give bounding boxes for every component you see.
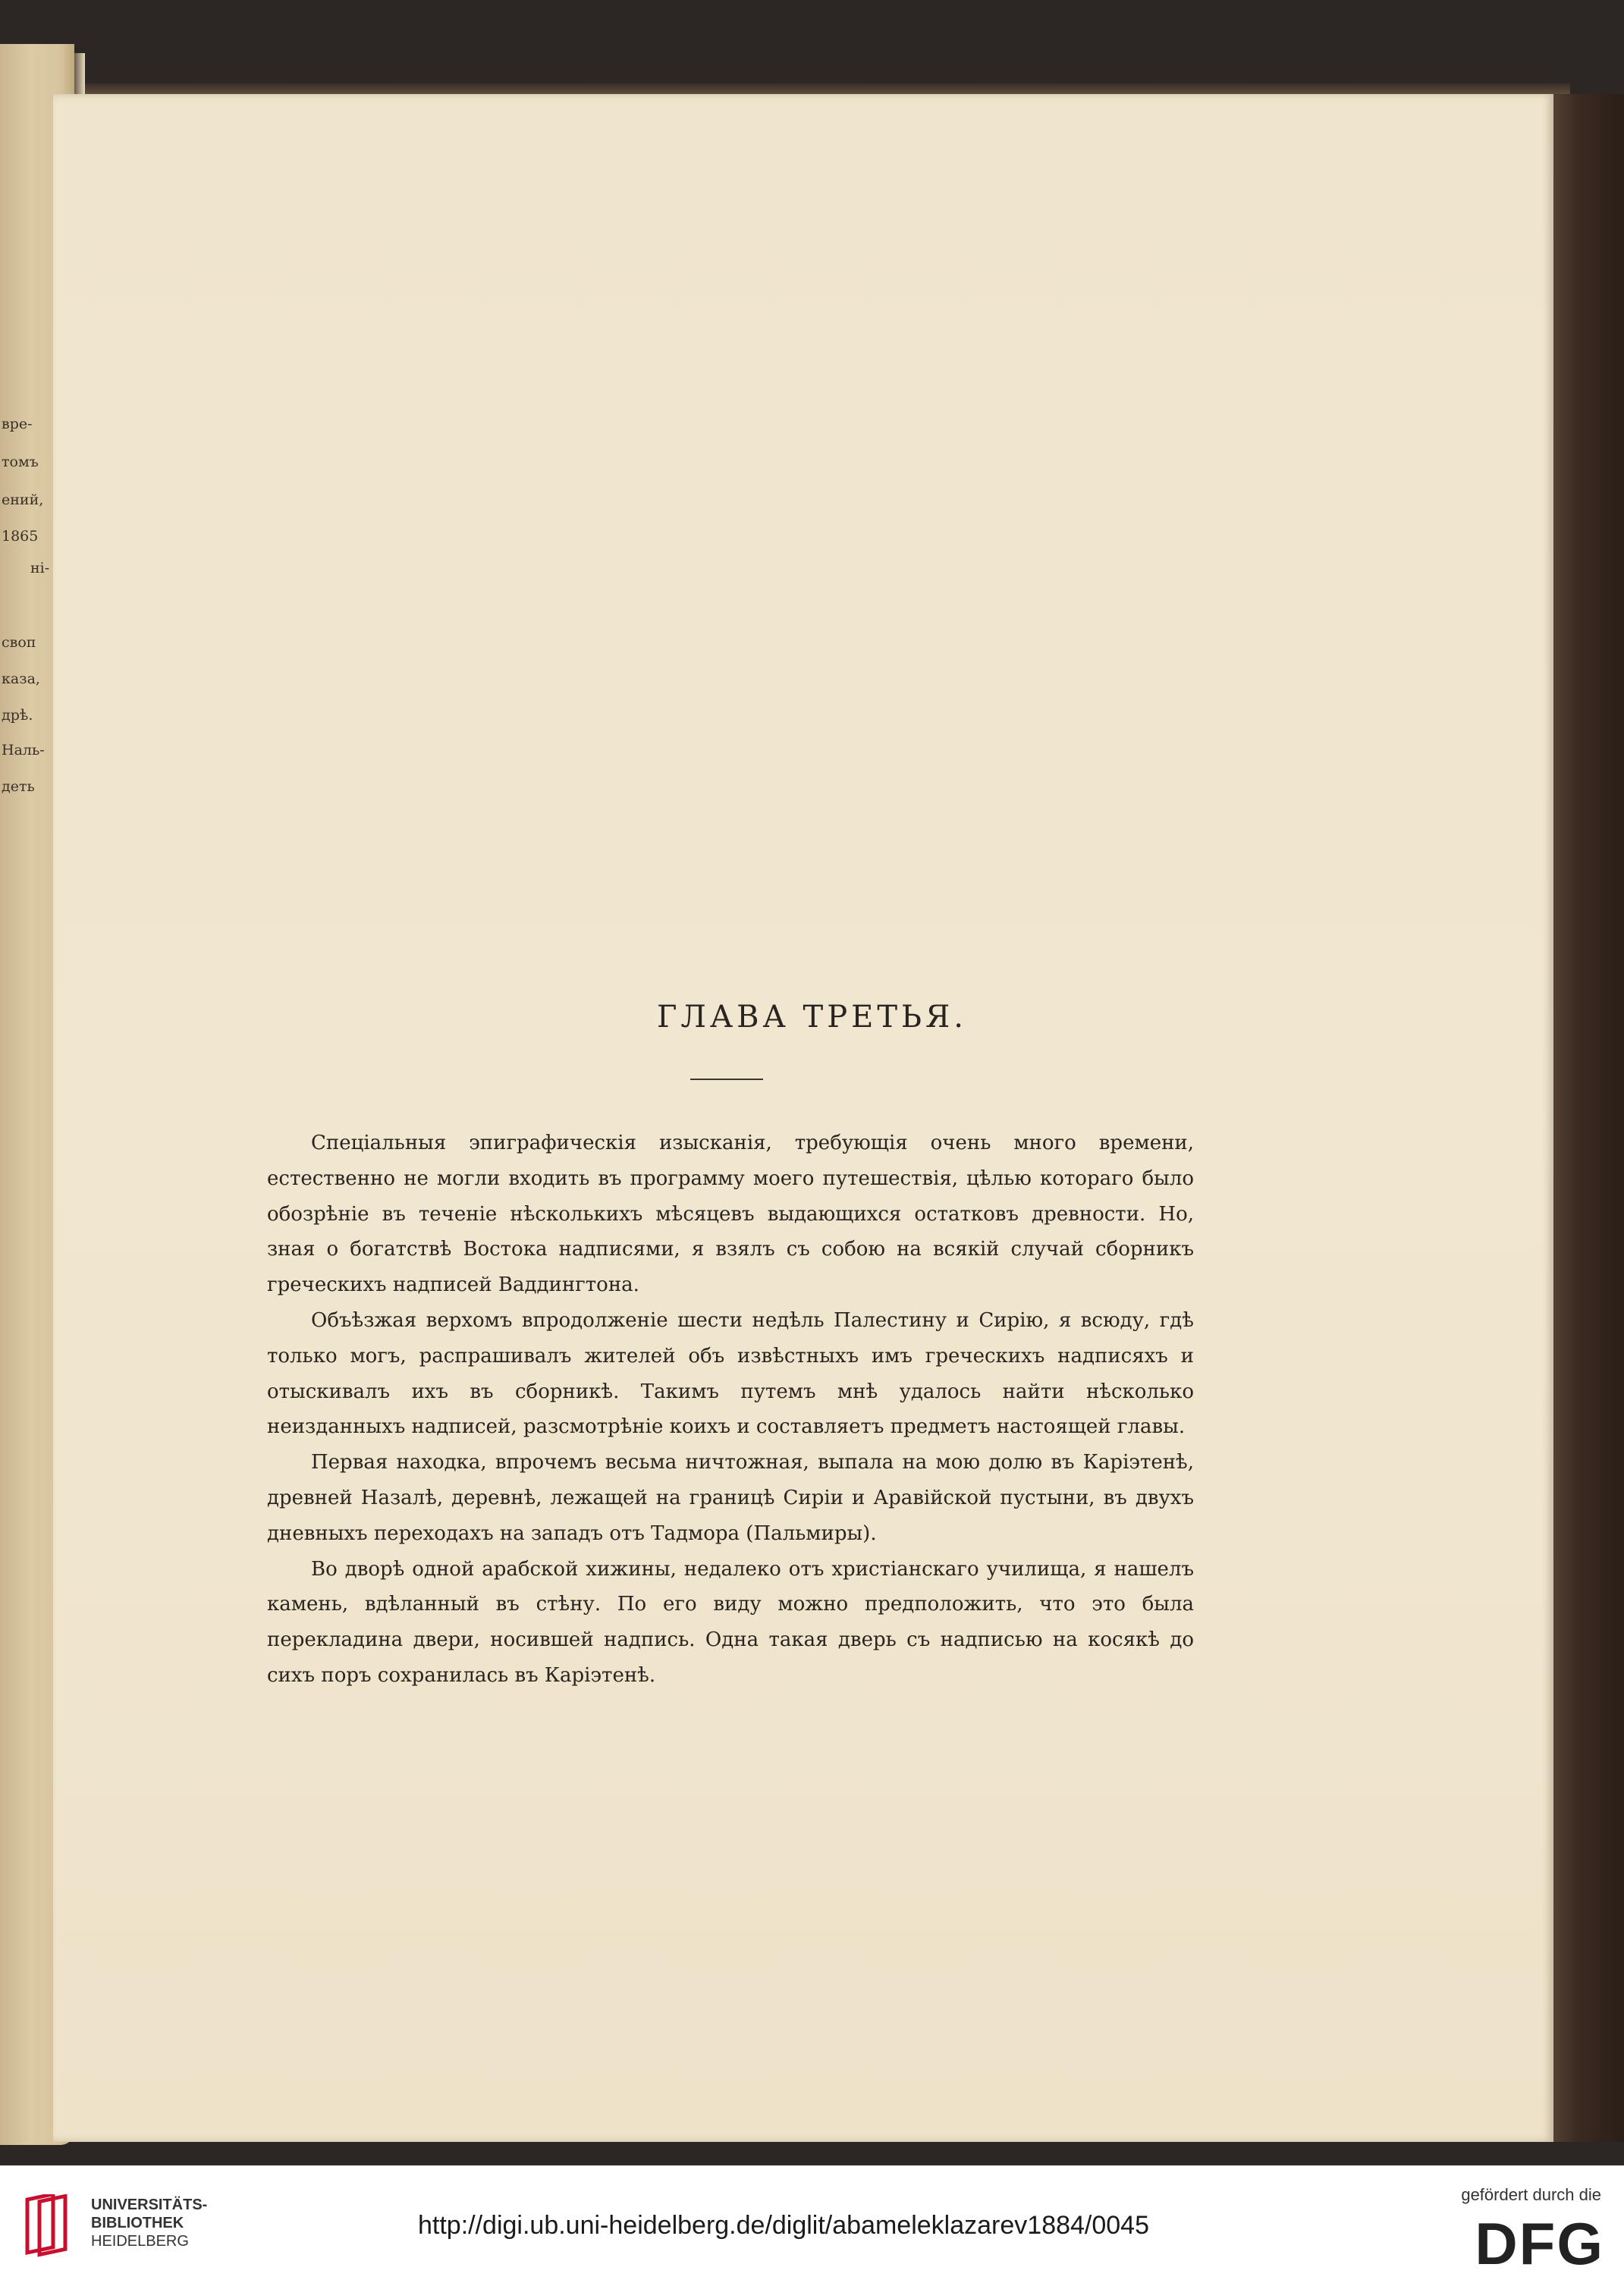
left-page-fragment: 1865 <box>2 528 39 545</box>
left-page-fragment: ні- <box>30 560 50 576</box>
book-binding <box>1547 94 1624 2142</box>
library-name[interactable] <box>91 2196 207 2250</box>
left-page-fragment: ений, <box>2 491 44 508</box>
footer-bar <box>0 2165 1624 2283</box>
library-name-line2: BIBLIOTHEK <box>91 2215 184 2231</box>
library-logo-icon[interactable] <box>17 2194 83 2261</box>
left-page-fragment: дрѣ. <box>2 707 33 724</box>
title-divider <box>690 1079 763 1080</box>
dfg-logo[interactable]: DFG <box>1475 2210 1604 2277</box>
chapter-title: ГЛАВА ТРЕТЬЯ. <box>656 1000 967 1035</box>
left-page-fragment: томъ <box>2 454 39 470</box>
paragraph: Первая находка, впрочемъ весьма ничтожная, выпала на мою долю въ Каріэтенѣ, древней Назалѣ, деревнѣ, лежащей на границѣ Сиріи и Аравійской пустыни, въ двухъ дневныхъ переходахъ на западъ отъ Тадмора (Пальмиры). <box>267 1451 1194 1545</box>
left-page-fragment: каза, <box>2 670 40 687</box>
body-text <box>267 1126 1194 1694</box>
paragraph: Спеціальныя эпиграфическія изысканія, требующія очень много времени, естественно не могли входить въ программу моего путешествія, цѣлью котораго было обозрѣніе въ теченіе нѣсколькихъ мѣсяцевъ выдающихся остатковъ древности. Но, зная о богатствѣ Востока надписями, я взялъ съ собою на всякій случай сборникъ греческихъ надписей Ваддингтона. <box>267 1132 1194 1297</box>
left-page-fragment: деть <box>2 778 35 795</box>
library-name-line1: UNIVERSITÄTS- <box>91 2197 208 2213</box>
funding-text: gefördert durch die <box>1461 2185 1601 2204</box>
permalink-url[interactable]: http://digi.ub.uni-heidelberg.de/diglit/abameleklazarev1884/0045 <box>418 2211 1150 2240</box>
paragraph: Во дворѣ одной арабской хижины, недалеко отъ христіанскаго училища, я нашелъ камень, вдѣланный въ стѣну. По его виду можно предположить, что это была перекладина двери, носившей надпись. Одна такая дверь съ надписью на косякѣ до сихъ поръ сохранилась въ Каріэтенѣ. <box>267 1557 1194 1687</box>
paragraph: Объѣзжая верхомъ впродолженіе шести недѣль Палестину и Сирію, я всюду, гдѣ только могъ, распрашивалъ жителей объ извѣстныхъ имъ греческихъ надписяхъ и отыскивалъ ихъ въ сборникѣ. Такимъ путемъ мнѣ удалось найти нѣсколько неизданныхъ надписей, разсмотрѣніе коихъ и составляетъ предметъ настоящей главы. <box>267 1308 1194 1439</box>
right-page <box>53 94 1553 2142</box>
left-page-fragment: своп <box>2 634 36 651</box>
left-page-fragment: вре- <box>2 416 33 432</box>
left-page-fragment: Наль- <box>2 742 45 758</box>
library-name-line3: HEIDELBERG <box>91 2233 189 2250</box>
